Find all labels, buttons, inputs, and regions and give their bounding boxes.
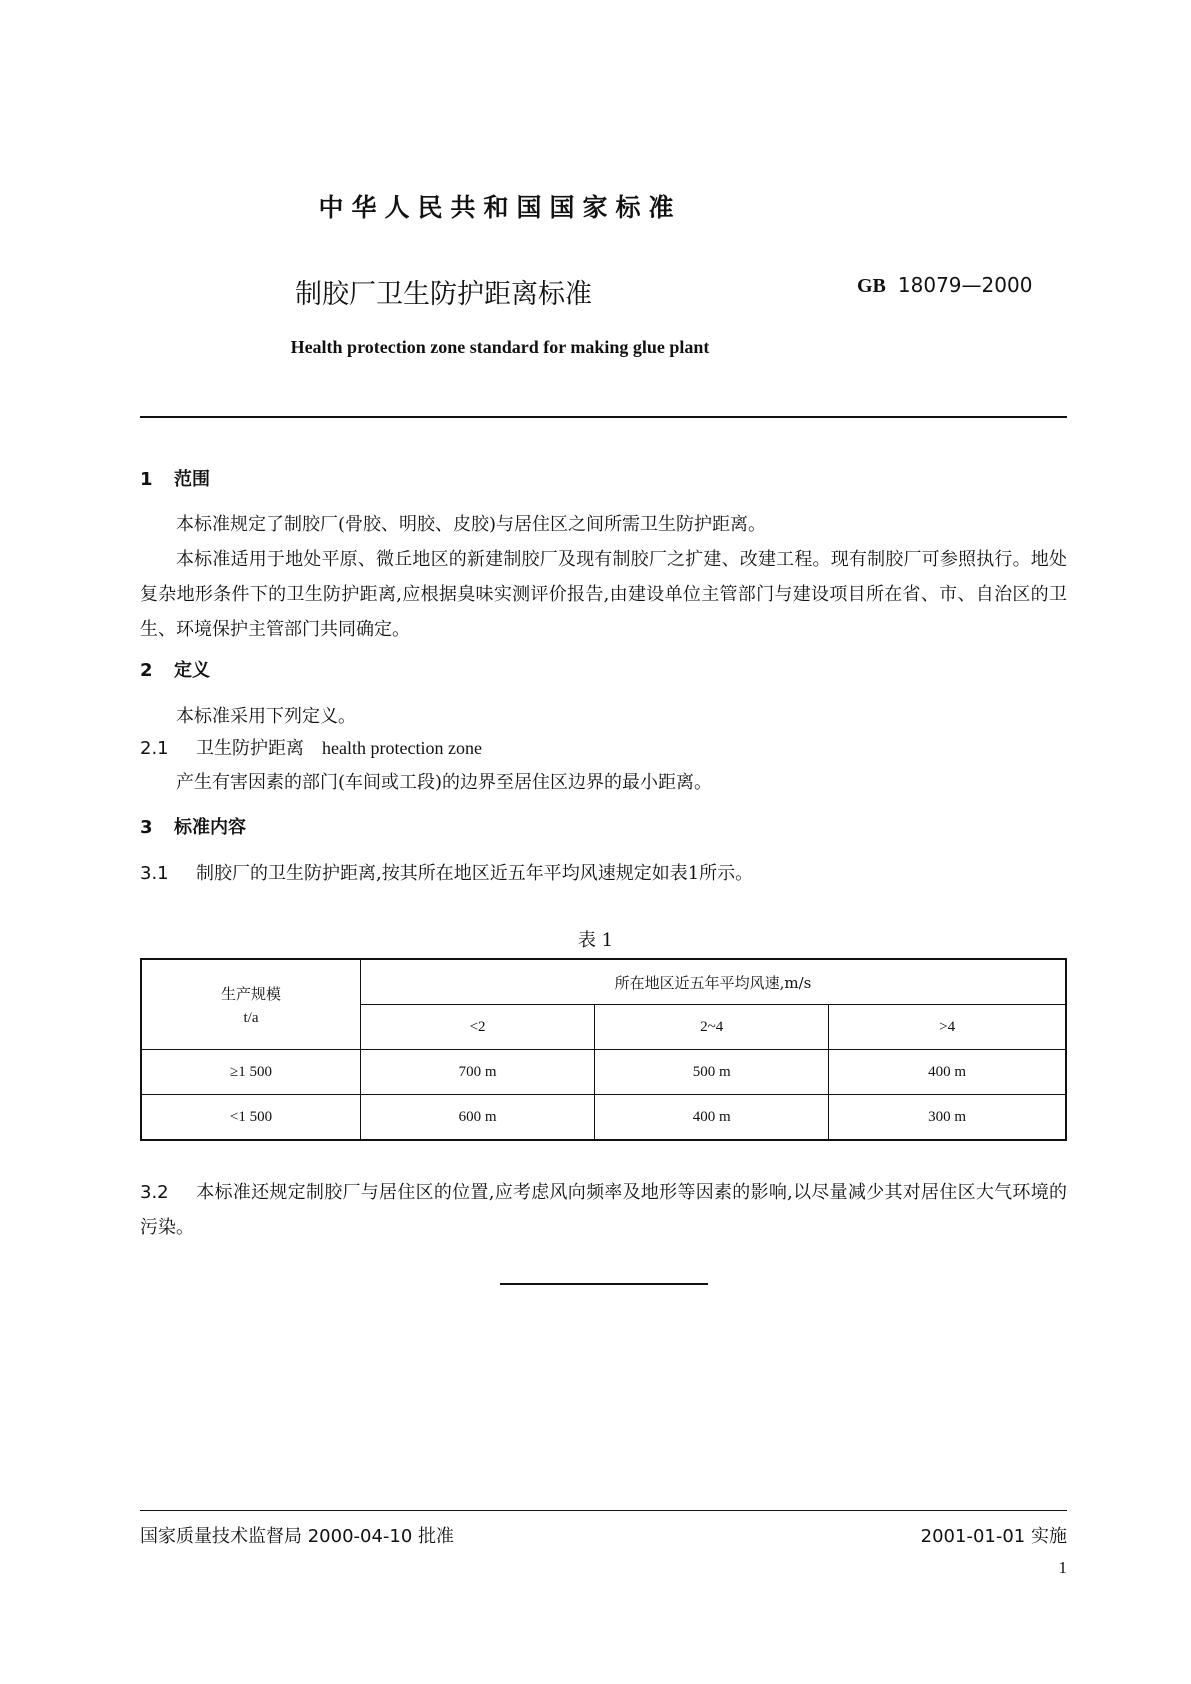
standard-prefix: GB bbox=[857, 275, 886, 297]
distance-cell: 300 m bbox=[829, 1095, 1066, 1141]
clause-3-2 bbox=[140, 1175, 1067, 1245]
column-header: >4 bbox=[829, 1005, 1066, 1050]
section-3-heading bbox=[140, 813, 246, 839]
row-header-label: 生产规模 bbox=[220, 984, 281, 1003]
clause-number: 2.1 bbox=[140, 738, 169, 759]
definition-term: 卫生防护距离 bbox=[196, 738, 304, 759]
section-number: 1 bbox=[140, 469, 153, 490]
clause-text: 本标准还规定制胶厂与居住区的位置,应考虑风向频率及地形等因素的影响,以尽量减少其对居住区大气环境的污染。 bbox=[140, 1182, 1067, 1238]
section-title: 定义 bbox=[174, 660, 210, 681]
page-number: 1 bbox=[1058, 1558, 1067, 1577]
section-title: 标准内容 bbox=[174, 817, 246, 838]
english-title: Health protection zone standard for making glue plant bbox=[290, 337, 710, 357]
section-title: 范围 bbox=[174, 469, 210, 490]
section-1-paragraph-1: 本标准规定了制胶厂(骨胶、明胶、皮胶)与居住区之间所需卫生防护距离。 bbox=[176, 514, 767, 535]
document-title: 制胶厂卫生防护距离标准 bbox=[295, 279, 592, 310]
definition-term-english: health protection zone bbox=[322, 738, 482, 758]
section-2-heading bbox=[140, 656, 210, 682]
table-caption: 表 1 bbox=[577, 930, 614, 951]
approval-statement: 国家质量技术监督局 2000-04-10 批准 bbox=[140, 1526, 455, 1547]
section-1-heading bbox=[140, 465, 210, 491]
clause-text: 制胶厂的卫生防护距离,按其所在地区近五年平均风速规定如表1所示。 bbox=[196, 863, 754, 884]
definition-text: 产生有害因素的部门(车间或工段)的边界至居住区边界的最小距离。 bbox=[176, 772, 713, 793]
clause-number: 3.1 bbox=[140, 863, 169, 884]
distance-cell: 500 m bbox=[595, 1050, 829, 1095]
distance-cell: 700 m bbox=[361, 1050, 595, 1095]
row-header-cell bbox=[141, 959, 361, 1050]
distance-cell: 400 m bbox=[829, 1050, 1066, 1095]
header-divider bbox=[140, 416, 1067, 418]
table-row bbox=[141, 1095, 1066, 1141]
effective-date: 2001-01-01 实施 bbox=[920, 1526, 1067, 1547]
distance-cell: 400 m bbox=[595, 1095, 829, 1141]
scale-cell: <1 500 bbox=[141, 1095, 361, 1141]
section-number: 2 bbox=[140, 660, 153, 681]
section-2-paragraph: 本标准采用下列定义。 bbox=[176, 706, 356, 727]
section-1-paragraph-2: 本标准适用于地处平原、微丘地区的新建制胶厂及现有制胶厂之扩建、改建工程。现有制胶厂可参照执行。地处复杂地形条件下的卫生防护距离,应根据臭味实测评价报告,由建设单位主管部门与建设项目所在省、市、自治区的卫生、环境保护主管部门共同确定。 bbox=[140, 549, 1067, 640]
footer-divider bbox=[140, 1510, 1067, 1511]
definition-2-1 bbox=[140, 731, 482, 766]
clause-number: 3.2 bbox=[140, 1182, 169, 1203]
clause-3-1 bbox=[140, 856, 753, 891]
distance-cell: 600 m bbox=[361, 1095, 595, 1141]
distance-table bbox=[140, 958, 1067, 1141]
group-header-cell: 所在地区近五年平均风速,m/s bbox=[361, 959, 1067, 1005]
column-header: <2 bbox=[361, 1005, 595, 1050]
standard-code: 18079—2000 bbox=[897, 273, 1033, 297]
standard-number bbox=[857, 273, 1032, 298]
end-rule bbox=[500, 1283, 708, 1285]
row-header-unit: t/a bbox=[243, 1009, 259, 1026]
scale-cell: ≥1 500 bbox=[141, 1050, 361, 1095]
national-standard-label: 中华人民共和国国家标准 bbox=[318, 193, 682, 222]
section-number: 3 bbox=[140, 817, 153, 838]
table-row bbox=[141, 1050, 1066, 1095]
column-header: 2~4 bbox=[595, 1005, 829, 1050]
